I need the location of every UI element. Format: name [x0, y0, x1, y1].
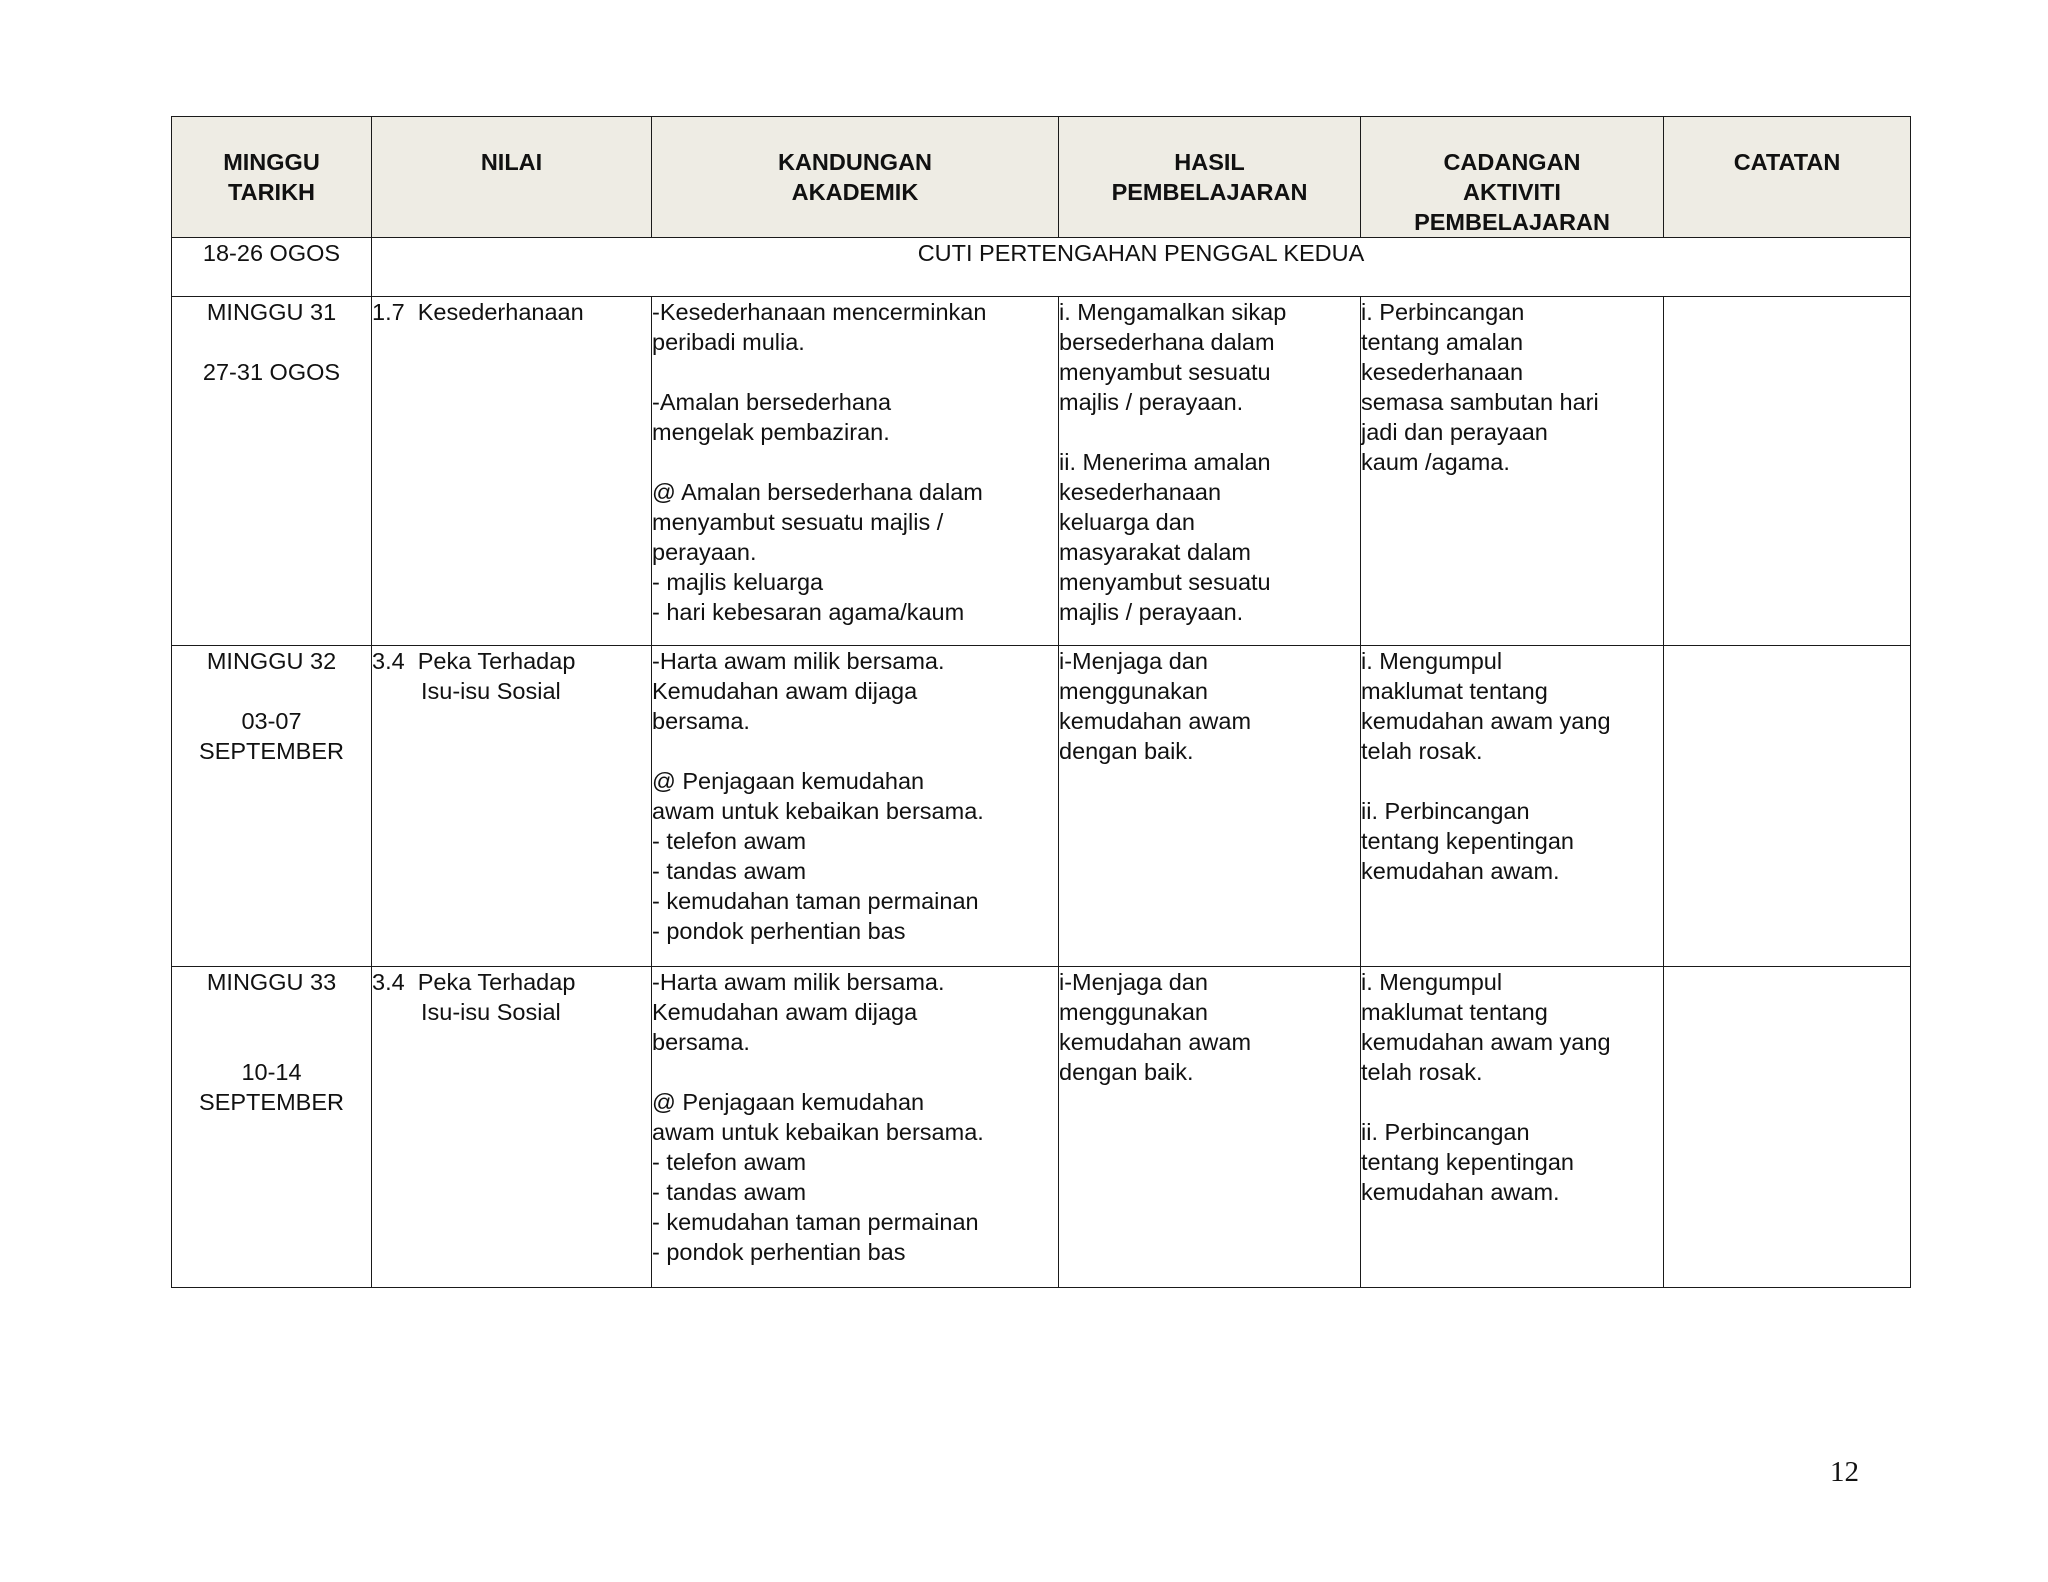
cadangan-line: semasa sambutan hari	[1361, 389, 1599, 415]
week-cell	[172, 297, 372, 646]
table-row	[172, 967, 1911, 1288]
cadangan-line: maklumat tentang	[1361, 999, 1548, 1025]
header-row	[172, 117, 1911, 238]
catatan-cell	[1664, 646, 1911, 967]
kandungan-line: - hari kebesaran agama/kaum	[652, 599, 965, 625]
header-line: HASIL	[1174, 149, 1245, 175]
hasil-line: kemudahan awam	[1059, 708, 1252, 734]
cadangan-line: ii. Perbincangan	[1361, 1119, 1530, 1145]
header-catatan	[1664, 117, 1911, 238]
nilai-cell	[372, 646, 652, 967]
cadangan-line: telah rosak.	[1361, 1059, 1483, 1085]
kandungan-line: mengelak pembaziran.	[652, 419, 890, 445]
kandungan-line: -Amalan bersederhana	[652, 389, 892, 415]
cadangan-line: ii. Perbincangan	[1361, 798, 1530, 824]
catatan-cell	[1664, 297, 1911, 646]
hasil-cell	[1059, 297, 1361, 646]
nilai-number: 1.7	[372, 299, 405, 325]
kandungan-line: bersama.	[652, 708, 750, 734]
lesson-plan-table	[171, 116, 1911, 1288]
kandungan-line: -Kesederhanaan mencerminkan	[652, 299, 987, 325]
nilai-number: 3.4	[372, 969, 405, 995]
kandungan-line: @ Penjagaan kemudahan	[652, 768, 925, 794]
cadangan-cell	[1361, 646, 1664, 967]
header-line: AKADEMIK	[791, 179, 919, 205]
cadangan-line: kemudahan awam.	[1361, 1179, 1560, 1205]
kandungan-line: menyambut sesuatu majlis /	[652, 509, 944, 535]
cadangan-line: kesederhanaan	[1361, 359, 1524, 385]
header-hasil-pembelajaran	[1059, 117, 1361, 238]
cadangan-line: kemudahan awam.	[1361, 858, 1560, 884]
week-label: MINGGU 31	[206, 299, 337, 325]
cadangan-line: i. Perbincangan	[1361, 299, 1525, 325]
kandungan-cell	[652, 646, 1059, 967]
kandungan-cell	[652, 967, 1059, 1288]
week-cell	[172, 967, 372, 1288]
nilai-text: Isu-isu Sosial	[421, 999, 561, 1025]
hasil-line: i-Menjaga dan	[1059, 648, 1208, 674]
week-date: 27-31 OGOS	[202, 359, 341, 385]
kandungan-line: - telefon awam	[652, 828, 807, 854]
kandungan-line: Kemudahan awam dijaga	[652, 678, 918, 704]
header-line: CATATAN	[1733, 149, 1841, 175]
table-row	[172, 297, 1911, 646]
kandungan-line: - majlis keluarga	[652, 569, 824, 595]
header-line: NILAI	[480, 149, 543, 175]
hasil-line: masyarakat dalam	[1059, 539, 1251, 565]
kandungan-line: -Harta awam milik bersama.	[652, 969, 945, 995]
holiday-label: CUTI PERTENGAHAN PENGGAL KEDUA	[372, 238, 1911, 297]
kandungan-line: awam untuk kebaikan bersama.	[652, 798, 984, 824]
header-line: TARIKH	[227, 179, 316, 205]
hasil-line: menyambut sesuatu	[1059, 569, 1271, 595]
nilai-cell	[372, 297, 652, 646]
kandungan-line: - kemudahan taman permainan	[652, 1209, 979, 1235]
week-date: 03-07	[241, 708, 302, 734]
cadangan-line: kemudahan awam yang	[1361, 1029, 1611, 1055]
hasil-line: ii. Menerima amalan	[1059, 449, 1271, 475]
header-minggu-tarikh	[172, 117, 372, 238]
cadangan-line: i. Mengumpul	[1361, 648, 1503, 674]
nilai-line	[372, 967, 651, 997]
kandungan-line: @ Penjagaan kemudahan	[652, 1089, 925, 1115]
hasil-cell	[1059, 967, 1361, 1288]
table-row	[172, 646, 1911, 967]
holiday-row	[172, 238, 1911, 297]
hasil-line: i-Menjaga dan	[1059, 969, 1208, 995]
kandungan-line: - kemudahan taman permainan	[652, 888, 979, 914]
header-line: PEMBELAJARAN	[1414, 209, 1610, 235]
cadangan-cell	[1361, 297, 1664, 646]
kandungan-line: bersama.	[652, 1029, 750, 1055]
cadangan-line: jadi dan perayaan	[1361, 419, 1548, 445]
hasil-line: i. Mengamalkan sikap	[1059, 299, 1287, 325]
cadangan-line: maklumat tentang	[1361, 678, 1548, 704]
hasil-line: keluarga dan	[1059, 509, 1195, 535]
holiday-date: 18-26 OGOS	[172, 238, 372, 297]
kandungan-line: peribadi mulia.	[652, 329, 805, 355]
nilai-text: Peka Terhadap	[417, 648, 576, 674]
nilai-line	[372, 646, 651, 676]
week-date: SEPTEMBER	[199, 738, 344, 764]
hasil-line: majlis / perayaan.	[1059, 599, 1244, 625]
header-nilai	[372, 117, 652, 238]
kandungan-line: -Harta awam milik bersama.	[652, 648, 945, 674]
hasil-line: bersederhana dalam	[1059, 329, 1275, 355]
week-label: MINGGU 32	[206, 648, 337, 674]
hasil-line: majlis / perayaan.	[1059, 389, 1244, 415]
kandungan-cell	[652, 297, 1059, 646]
header-line: CADANGAN	[1443, 149, 1581, 175]
header-line: PEMBELAJARAN	[1111, 179, 1308, 205]
week-date: SEPTEMBER	[199, 1089, 344, 1115]
kandungan-line: Kemudahan awam dijaga	[652, 999, 918, 1025]
nilai-line	[372, 297, 651, 327]
nilai-number: 3.4	[372, 648, 405, 674]
nilai-text: Peka Terhadap	[417, 969, 576, 995]
header-kandungan-akademik	[652, 117, 1059, 238]
cadangan-line: tentang kepentingan	[1361, 828, 1574, 854]
cadangan-line: tentang amalan	[1361, 329, 1524, 355]
cadangan-line: i. Mengumpul	[1361, 969, 1503, 995]
hasil-line: kemudahan awam	[1059, 1029, 1252, 1055]
week-date: 10-14	[241, 1059, 302, 1085]
kandungan-line: - telefon awam	[652, 1149, 807, 1175]
cadangan-cell	[1361, 967, 1664, 1288]
kandungan-line: awam untuk kebaikan bersama.	[652, 1119, 984, 1145]
hasil-line: kesederhanaan	[1059, 479, 1222, 505]
cadangan-line: telah rosak.	[1361, 738, 1483, 764]
cadangan-line: kemudahan awam yang	[1361, 708, 1611, 734]
week-label: MINGGU 33	[206, 969, 337, 995]
nilai-cell	[372, 967, 652, 1288]
cadangan-line: kaum /agama.	[1361, 449, 1510, 475]
hasil-line: menggunakan	[1059, 999, 1208, 1025]
hasil-line: dengan baik.	[1059, 738, 1194, 764]
hasil-line: menggunakan	[1059, 678, 1208, 704]
header-line: MINGGU	[223, 149, 320, 175]
kandungan-line: perayaan.	[652, 539, 757, 565]
page-number: 12	[1830, 1456, 1859, 1488]
kandungan-line: - tandas awam	[652, 858, 807, 884]
nilai-text: Kesederhanaan	[417, 299, 584, 325]
header-cadangan-aktiviti	[1361, 117, 1664, 238]
hasil-line: dengan baik.	[1059, 1059, 1194, 1085]
cadangan-line: tentang kepentingan	[1361, 1149, 1574, 1175]
hasil-cell	[1059, 646, 1361, 967]
catatan-cell	[1664, 967, 1911, 1288]
nilai-text: Isu-isu Sosial	[421, 678, 561, 704]
kandungan-line: - pondok perhentian bas	[652, 918, 906, 944]
header-line: AKTIVITI	[1463, 179, 1561, 205]
header-line: KANDUNGAN	[777, 149, 933, 175]
hasil-line: menyambut sesuatu	[1059, 359, 1271, 385]
kandungan-line: - pondok perhentian bas	[652, 1239, 906, 1265]
week-cell	[172, 646, 372, 967]
kandungan-line: - tandas awam	[652, 1179, 807, 1205]
kandungan-line: @ Amalan bersederhana dalam	[652, 479, 983, 505]
